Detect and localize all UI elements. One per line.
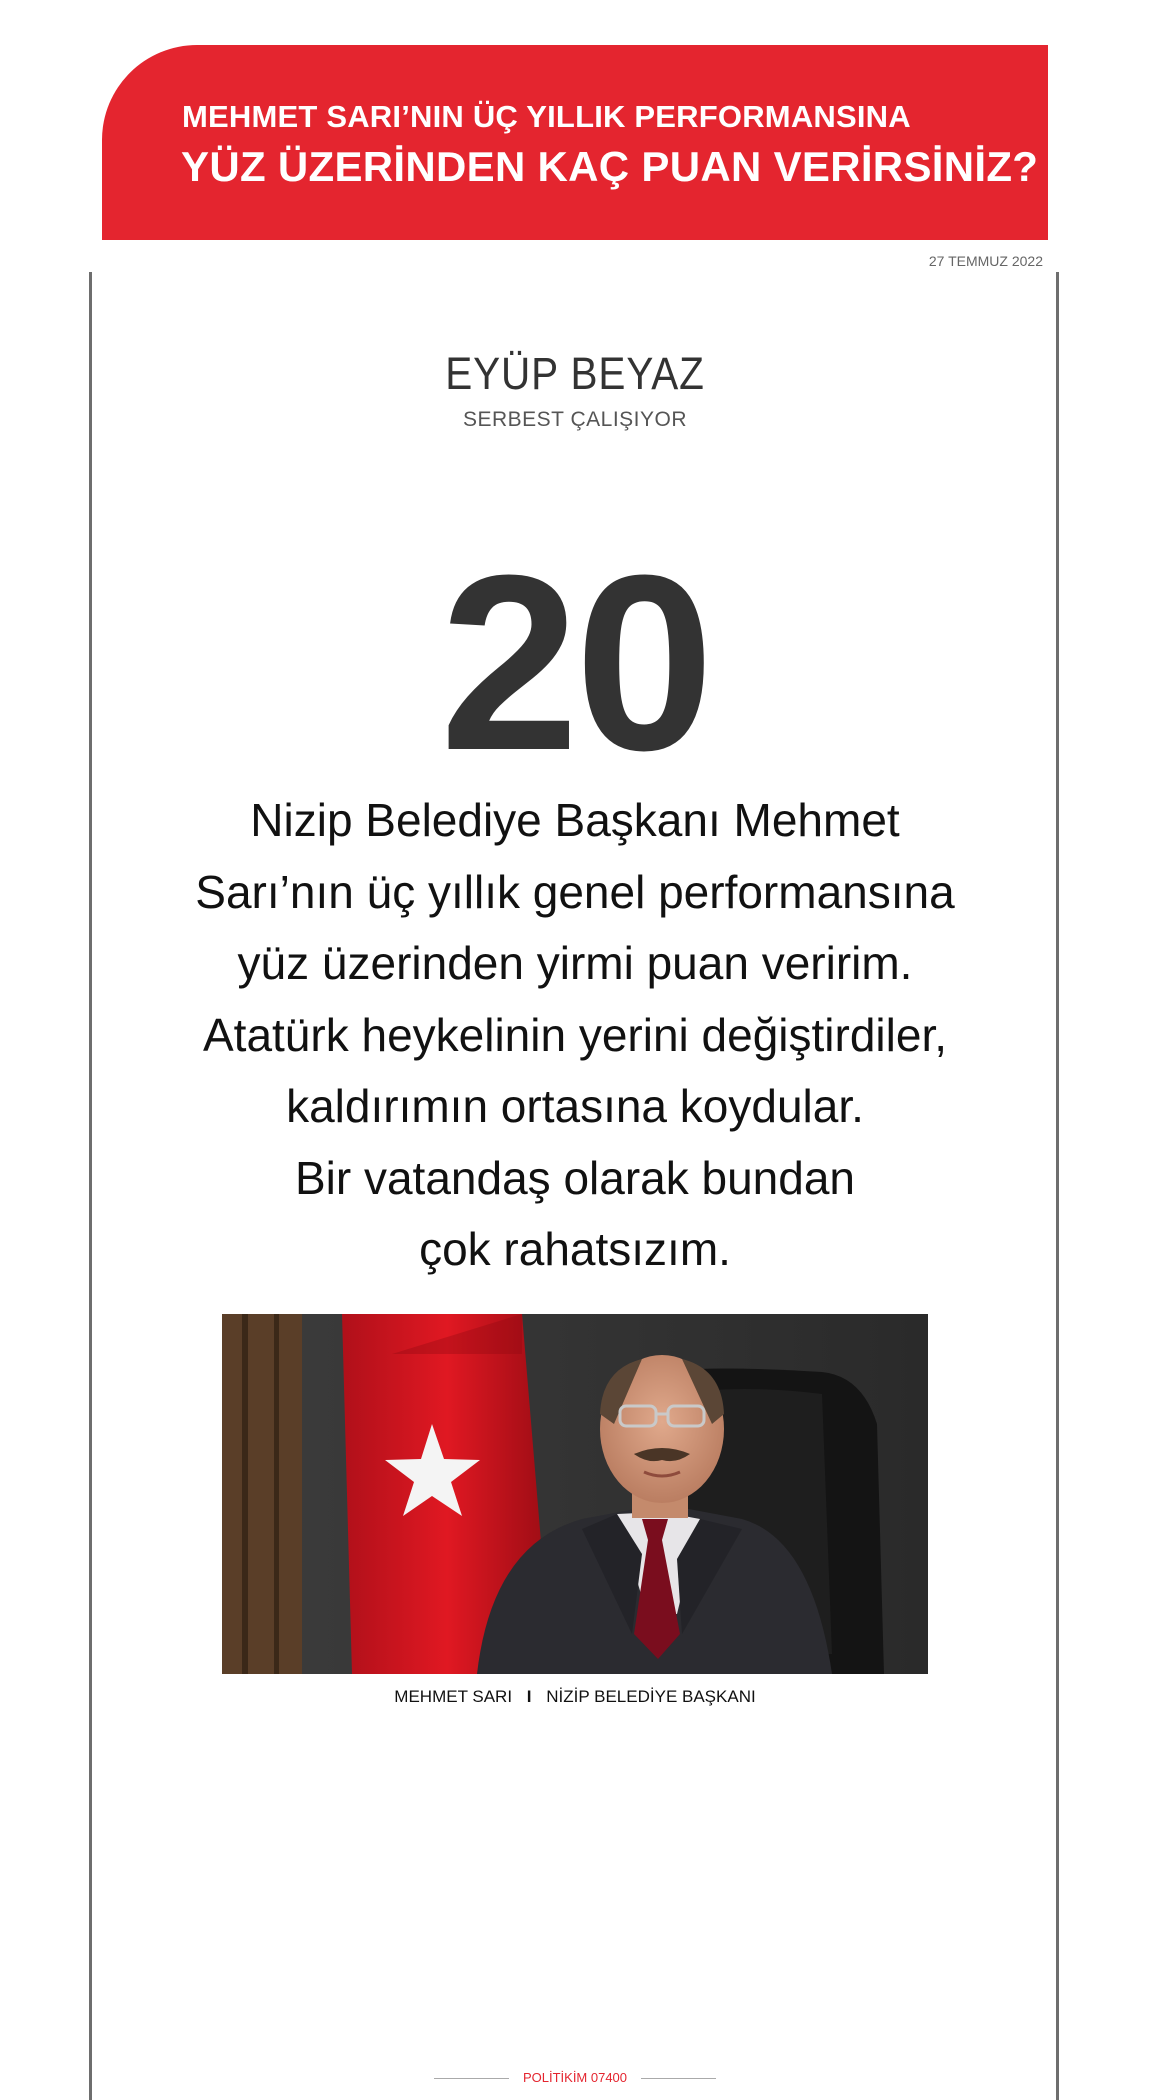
mayor-portrait-photo xyxy=(222,1314,928,1674)
footer-credit: POLİTİKİM 07400 xyxy=(522,2070,628,2085)
statement-line: çok rahatsızım. xyxy=(419,1223,731,1275)
caption-title: NİZİP BELEDİYE BAŞKANI xyxy=(546,1687,756,1706)
statement-line: Bir vatandaş olarak bundan xyxy=(294,1151,856,1204)
respondent-name: EYÜP BEYAZ xyxy=(445,348,705,399)
publish-date: 27 TEMMUZ 2022 xyxy=(928,253,1043,269)
caption-name: MEHMET SARI xyxy=(394,1687,513,1706)
statement-line: yüz üzerinden yirmi puan veririm. xyxy=(237,937,913,989)
statement-line: kaldırımın ortasına koydular. xyxy=(286,1080,864,1132)
score-value: 20 xyxy=(439,523,711,802)
statement-line: Atatürk heykelinin yerini değiştirdiler, xyxy=(202,1008,948,1061)
footer-rule-right xyxy=(641,2078,716,2079)
statement-line: Sarı’nın üç yıllık genel performansına xyxy=(195,865,955,918)
headline-line-1: MEHMET SARI’NIN ÜÇ YILLIK PERFORMANSINA xyxy=(182,99,911,134)
statement-quote xyxy=(160,785,990,1286)
respondent-status: SERBEST ÇALIŞIYOR xyxy=(462,408,688,431)
photo-caption xyxy=(0,1687,1150,1707)
headline-banner xyxy=(102,45,1048,240)
caption-separator: I xyxy=(526,1687,532,1706)
headline-line-2: YÜZ ÜZERİNDEN KAÇ PUAN VERİRSİNİZ? xyxy=(181,143,1039,190)
statement-line: Nizip Belediye Başkanı Mehmet xyxy=(250,794,900,846)
